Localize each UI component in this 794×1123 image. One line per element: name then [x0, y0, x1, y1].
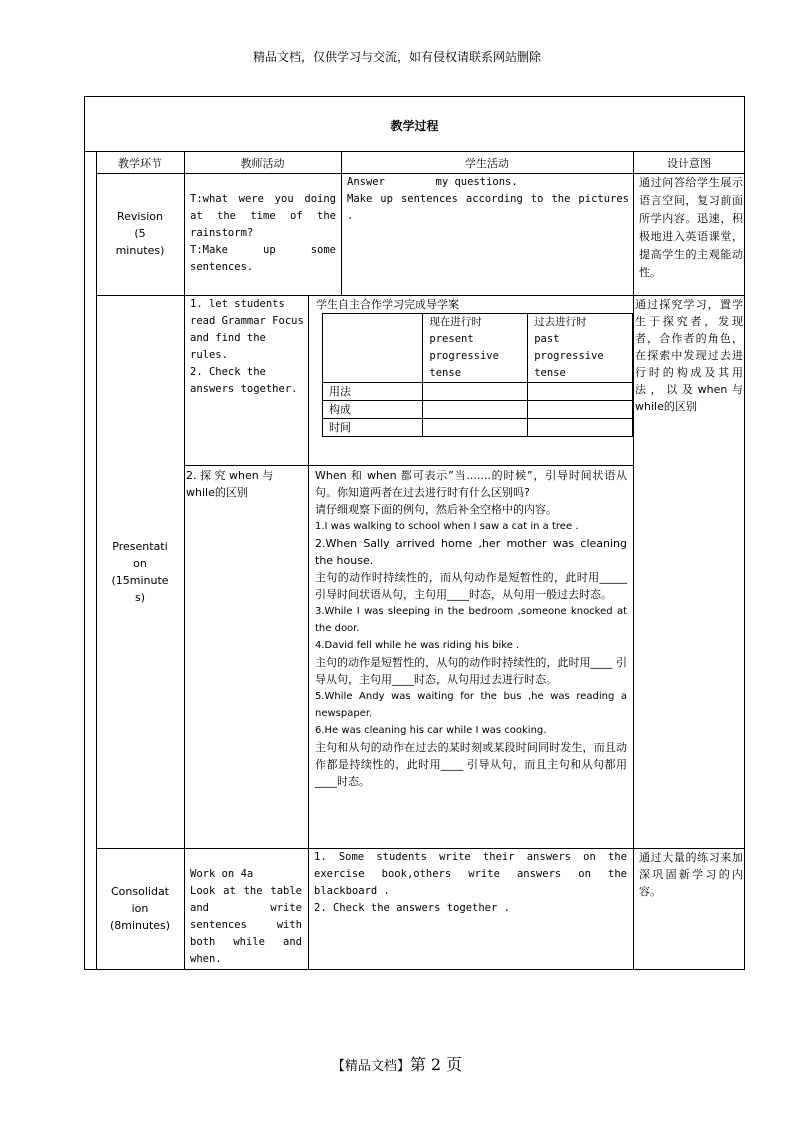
presentation-stage [96, 538, 184, 606]
col-line [308, 295, 309, 970]
revision-student-activity [347, 174, 629, 225]
rule-text: 主句的动作是短暂性的，从句的动作时持续性的，此时用____ 引导从句，主句用____时态，从句用过去进行时态。 [315, 656, 627, 686]
stage-name: Revision [117, 210, 163, 223]
stage-duration: (8minutes) [109, 919, 171, 932]
header-note: 精品文档，仅供学习与交流，如有侵权请联系网站删除 [252, 50, 541, 64]
student-line: Make up sentences according to the pictures . [347, 193, 629, 222]
explanation-text: 请仔细观察下面的例句，然后补全空格中的内容。 [315, 503, 557, 516]
presentation-student-activity [315, 467, 627, 790]
student-line: 1. Some students write their answers on the exercise book,others write answers on the blackboard . [314, 851, 627, 897]
grid-cell [423, 419, 528, 437]
revision-intent: 通过问答给学生展示语言空间，复习前面所学内容。迅速，积极地进入英语课堂，提高学生的主观能动性。 [639, 176, 743, 279]
grid-row-label: 用法 [323, 383, 423, 401]
stage-name: ion [131, 902, 149, 915]
example-sentence: 5.While Andy was waiting for the bus ,he was reading a newspaper. [315, 691, 627, 719]
grid-cell [528, 419, 633, 437]
stage-name: Consolidat [111, 885, 169, 898]
row-line [184, 465, 633, 466]
rule-text: 主句和从句的动作在过去的某时刻或某段时间同时发生，而且动作都是持续性的，此时用____ 引导从句，而且主句和从句都用 ____时态。 [315, 741, 627, 788]
consolidation-intent: 通过大量的练习来加深巩固新学习的内容。 [639, 851, 743, 898]
stage-name: on [133, 557, 147, 570]
page-number: 第 2 页 [409, 1055, 463, 1074]
col-header-teacher: 教师活动 [240, 157, 285, 170]
grid-header-present: 现在进行时 present progressive tense [423, 314, 528, 383]
consolidation-stage [96, 883, 184, 934]
stage-duration: (5 [134, 227, 146, 240]
grid-cell [528, 383, 633, 401]
guide-title: 学生自主合作学习完成导学案 [316, 298, 459, 311]
stage-duration: s) [134, 591, 146, 604]
page-footer [0, 1052, 794, 1075]
stage-duration: (15minute [111, 574, 169, 587]
consolidation-student-activity [314, 849, 627, 917]
grid-header-past: 过去进行时 past progressive tense [528, 314, 633, 383]
example-sentence: 3.While I was sleeping in the bedroom ,someone knocked at the door. [315, 606, 627, 634]
presentation-teacher-activity-2: 2. 探 究 when 与 while的区别 [186, 469, 274, 499]
col-header-intent: 设计意图 [667, 157, 711, 170]
grid-cell [528, 401, 633, 419]
student-line: 2. Check the answers together . [314, 902, 510, 914]
tense-grid [322, 313, 633, 437]
grid-row-label: 时间 [323, 419, 423, 437]
presentation-intent: 通过探究学习，置学生于探究者，发现者，合作者的角色，在探索中发现过去进行时的构成及其用法，以及when与while的区别 [635, 298, 743, 413]
revision-stage [96, 208, 184, 259]
presentation-teacher-activity-1: 1. let students read Grammar Focus and find the rules. 2. Check the answers together. [190, 298, 304, 395]
example-sentence: 1.I was walking to school when I saw a cat in a tree . [315, 521, 579, 532]
footer-label: 【精品文档】 [331, 1059, 410, 1074]
student-line: Answer my questions. [347, 176, 518, 188]
stage-name: Presentati [112, 540, 168, 553]
table-title: 教学过程 [84, 96, 745, 152]
rule-text: 主句的动作时持续性的，而从句动作是短暂性的，此时用_____引导时间状语从句，主句用____时态，从句用一般过去时态。 [315, 571, 627, 601]
consolidation-teacher-activity: Work on 4a Look at the table and write sentences with both while and when. [190, 868, 302, 965]
grid-row-label: 构成 [323, 401, 423, 419]
grid-cell [423, 383, 528, 401]
example-sentence: 6.He was cleaning his car while I was cooking. [315, 725, 547, 736]
explanation-text: When 和 when 都可表示”当.......的时候”，引导时间状语从句。你知道两者在过去进行时有什么区别吗? [315, 469, 627, 499]
example-sentence: 4.David fell while he was riding his bike . [315, 640, 520, 651]
col-header-stage: 教学环节 [118, 157, 162, 170]
revision-teacher-activity: T:what were you doing at the time of the rainstorm? T:Make up some sentences. [190, 193, 336, 273]
stage-duration: minutes) [115, 244, 165, 257]
grid-cell [423, 401, 528, 419]
grid-corner [323, 314, 423, 383]
example-sentence: 2.When Sally arrived home ,her mother was cleaning the house. [315, 537, 627, 567]
col-header-student: 学生活动 [465, 157, 509, 170]
